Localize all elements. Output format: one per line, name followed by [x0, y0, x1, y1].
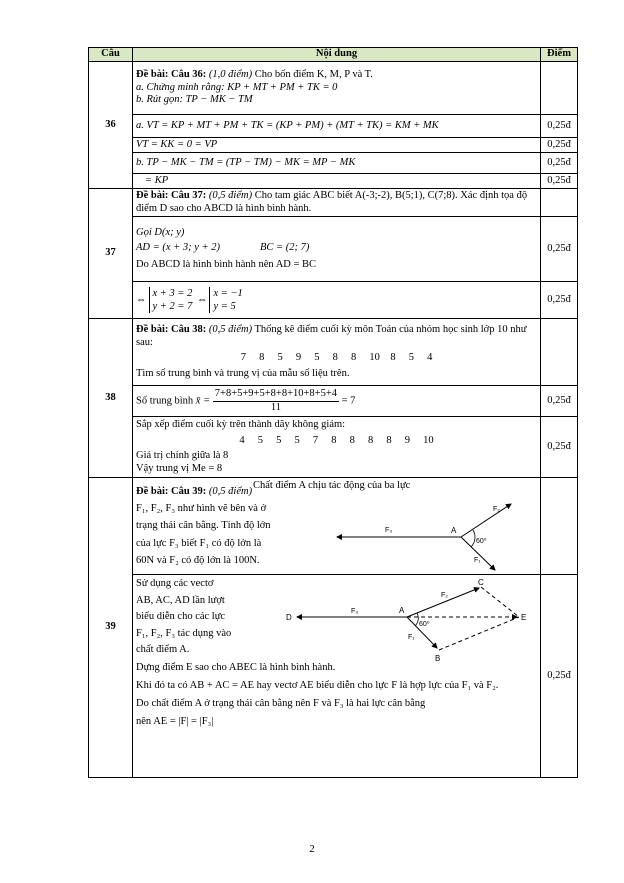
q36-part-b: b. Rút gọn: TP − MK − TM	[136, 94, 253, 106]
q37-number: 37	[89, 189, 133, 319]
q39-sol-line2: AB, AC, AD lần lượt	[136, 594, 225, 606]
q36-pts: (1,0 điểm)	[208, 69, 253, 81]
q37-step-row	[89, 217, 578, 282]
q38-step-row	[89, 386, 578, 417]
q38-mean-fraction	[213, 388, 339, 414]
q38-text: Thống kê điểm cuối kỳ môn Toán của nhóm học sinh lớp 10 như sau:	[136, 324, 527, 348]
page-number: 2	[309, 843, 315, 855]
q39-sol-line3: biểu diễn cho các lực	[136, 611, 226, 622]
fig2-C-label: C	[478, 578, 484, 587]
q39-pts-cell: 0,25đ	[541, 575, 578, 778]
q37-step1	[133, 217, 541, 282]
fig2-F1-label: F₁	[408, 634, 415, 641]
q37-system1	[149, 287, 193, 313]
q38-mean-label: Số trung bình	[136, 395, 194, 407]
q37-step-row	[89, 282, 578, 319]
q36-step-row	[89, 174, 578, 189]
q38-q: Câu 38:	[171, 324, 207, 335]
q37-sys2b: y = 5	[213, 301, 236, 312]
fig1-angle: 60⁰	[476, 538, 487, 545]
header-noidung: Nội dung	[133, 48, 541, 62]
fig1-F2-label: F₂	[493, 506, 500, 513]
q36-problem	[133, 62, 541, 115]
q36-step-row	[89, 153, 578, 174]
q37-step2: ⇔ x + 3 = 2 y + 2 = 7 ⇔ x = −1 y = 5	[133, 282, 541, 319]
q38-step-row	[89, 417, 578, 478]
q36-step3-pts: 0,25đ	[541, 153, 578, 174]
q36-step-row	[89, 138, 578, 153]
q38-median-text: Vậy trung vị Me = 8	[136, 462, 223, 474]
q39-line3: trạng thái cân bằng. Tính độ lớn	[136, 520, 271, 531]
q39-number: 39	[89, 478, 133, 778]
fig2-A-label: A	[399, 606, 405, 615]
q37-q: Câu 37:	[171, 190, 207, 201]
q36-step2-pts: 0,25đ	[541, 138, 578, 153]
q36-step3: b. TP − MK − TM = (TP − TM) − MK = MP − MK	[133, 153, 541, 174]
q39-sol-line6: Dựng điểm E sao cho ABEC là hình bình hành.	[136, 661, 336, 673]
q39-q: Câu 39:	[171, 485, 207, 497]
header-diem: Điểm	[541, 48, 578, 62]
fig2-angle: 60⁰	[419, 621, 430, 628]
q36-problem-pts	[541, 62, 578, 115]
q39-problem	[133, 478, 541, 575]
q38-sort-text: Sắp xếp điểm cuối kỳ trên thành dãy không giảm:	[136, 419, 346, 430]
q38-mean-num: 7+8+5+9+5+8+8+10+8+5+4	[213, 388, 339, 402]
q39-solution	[133, 575, 541, 778]
q36-q: Câu 36:	[171, 69, 207, 81]
q39-line1: Chất điểm A chịu tác động của ba lực	[253, 480, 411, 491]
fig1-A-label: A	[451, 526, 457, 535]
q36-step4: = KP	[133, 174, 541, 189]
table-header	[89, 48, 578, 62]
q39-parallelogram-diagram	[281, 577, 539, 663]
q39-sol-line9: nên AE = |F| = |F₃|	[136, 715, 214, 727]
q37-step1d: Do ABCD là hình bình hành nên AD = BC	[136, 258, 317, 270]
q37-problem-pts	[541, 189, 578, 217]
q36-text: Cho bốn điểm K, M, P và T.	[254, 69, 373, 81]
q36-number: 36	[89, 62, 133, 189]
q38-pts: (0,5 điểm)	[208, 324, 253, 335]
q37-step2-pts: 0,25đ	[541, 282, 578, 319]
q37-step1c: BC = (2; 7)	[259, 242, 310, 254]
fig2-F2-label: F₂	[441, 592, 448, 599]
q37-text: Cho tam giác ABC biết A(-3;-2), B(5;1), C(7;8). Xác định tọa độ điểm D sao cho ABCD là hình bình hành.	[136, 190, 528, 214]
q38-step1-pts: 0,25đ	[541, 386, 578, 417]
q37-system2	[209, 287, 242, 313]
q38-step2-pts: 0,25đ	[541, 417, 578, 478]
q38-sorted: 4 5 5 5 7 8 8 8 8 9 10	[239, 434, 434, 446]
fig1-F3-label: F₃	[385, 527, 393, 534]
q39-line2: F₁, F₂, F₃ như hình vẽ bên và ở	[136, 502, 267, 514]
q39-sol-line4: F₁, F₂, F₃ tác dụng vào	[136, 627, 232, 639]
q37-step1-pts: 0,25đ	[541, 217, 578, 282]
q38-problem	[133, 319, 541, 386]
q38-data: 7 8 5 9 5 8 8 10 8 5 4	[240, 352, 433, 363]
q39-line5: 60N và F₂ có độ lớn là 100N.	[136, 555, 260, 566]
q38-mean-val: = 7	[341, 395, 356, 407]
q36-step4-pts: 0,25đ	[541, 174, 578, 189]
fig2-E-label: E	[521, 613, 527, 622]
q37-pts: (0,5 điểm)	[208, 190, 253, 201]
q36-part-a: a. Chứng minh rằng: KP + MT + PM + TK = 0	[136, 81, 338, 93]
q38-problem-pts	[541, 319, 578, 386]
q38-number: 38	[89, 319, 133, 478]
q39-sol-line8: Do chất điểm A ở trạng thái cân bằng nên F và F₃ là hai lực cân bằng	[136, 697, 426, 709]
q39-sol-line5: chất điểm A.	[136, 644, 190, 655]
q36-step2: VT = KK = 0 = VP	[133, 138, 541, 153]
q38-mid-text: Giá trị chính giữa là 8	[136, 450, 229, 461]
q36-step1: a. VT = KP + MT + PM + TK = (KP + PM) + (MT + TK) = KM + MK	[133, 115, 541, 138]
q37-sys2a: x = −1	[213, 288, 243, 299]
q37-problem-row	[89, 189, 578, 217]
q37-step1b: AD = (x + 3; y + 2)	[136, 242, 220, 254]
q39-solution-row	[89, 575, 578, 778]
q38-step1: Số trung bình x̄ = $\frac{7+8+5+9+5+8+8+10+8+5+4}{11}$ = 7	[133, 386, 541, 417]
q36-problem-row	[89, 62, 578, 115]
q36-step1-pts: 0,25đ	[541, 115, 578, 138]
answer-table	[88, 47, 578, 778]
fig2-D-label: D	[286, 613, 292, 622]
q37-problem	[133, 189, 541, 217]
q39-pts: (0,5 điểm)	[208, 485, 253, 497]
q39-sol-line7: Khi đó ta có AB + AC = AE hay vectơ AE biểu diễn cho lực F là hợp lực của F₁ và F₂.	[136, 679, 499, 691]
header-cau: Câu	[89, 48, 133, 62]
q36-step-row	[89, 115, 578, 138]
q39-problem-row	[89, 478, 578, 575]
q38-problem-row	[89, 319, 578, 386]
q37-label: Đề bài:	[136, 190, 169, 201]
fig2-B-label: B	[435, 654, 441, 663]
q37-sys1a: x + 3 = 2	[152, 288, 193, 299]
q39-sol-line1: Sử dụng các vectơ	[136, 578, 214, 589]
fig2-F3-label: F₃	[351, 608, 359, 615]
q38-ask: Tìm số trung bình và trung vị của mẫu số liệu trên.	[136, 367, 350, 379]
q39-problem-pts	[541, 478, 578, 575]
q38-label: Đề bài:	[136, 324, 169, 335]
q39-label: Đề bài:	[136, 485, 169, 497]
q37-sys1b: y + 2 = 7	[152, 301, 193, 312]
q36-label: Đề bài:	[136, 69, 169, 81]
q37-step1a: Gọi D(x; y)	[136, 226, 185, 238]
q39-force-diagram	[323, 496, 533, 574]
q38-mean-den: 11	[270, 401, 281, 413]
q39-line4: của lực F₃ biết F₁ có độ lớn là	[136, 537, 262, 549]
q38-step2	[133, 417, 541, 478]
fig1-F1-label: F₁	[474, 557, 481, 564]
